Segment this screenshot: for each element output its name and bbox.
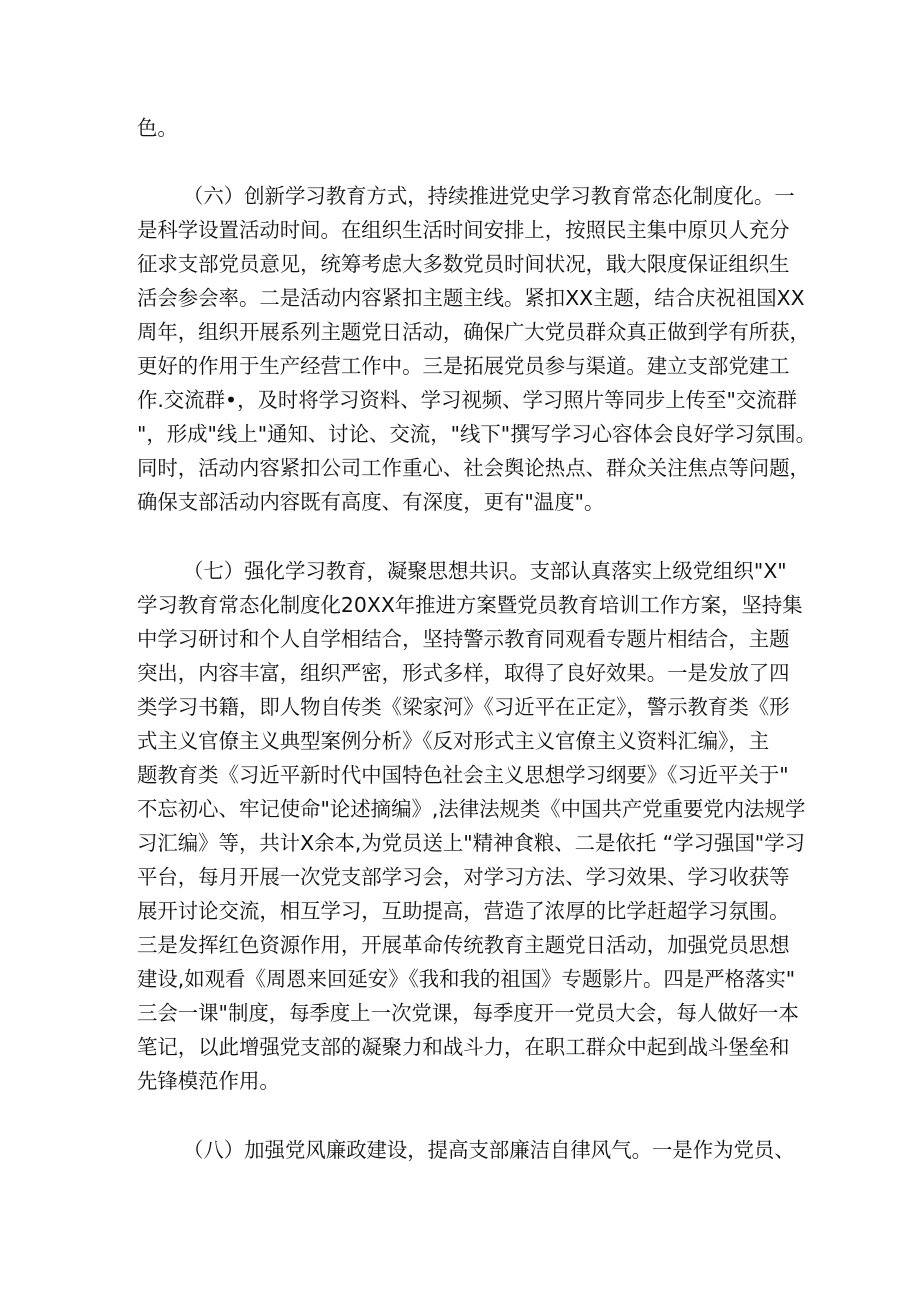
text-line: 学习教育常态化制度化20XX年推进方案暨党员教育培训工作方案，坚持集 (137, 593, 803, 617)
text-line: 周年，组织开展系列主题党日活动，确保广大党员群众真正做到学有所获， (137, 320, 810, 344)
paragraph-8-first-line: （八）加强党风廉政建设，提高支部廉洁自律风气。一是作为党员、 (183, 1138, 795, 1162)
text-line: 建设,如观看《周恩来回延安》《我和我的祖国》专题影片。四是严格落实" (137, 967, 796, 991)
paragraph-6-first-line: （六）创新学习教育方式，持续推进党史学习教育常态化制度化。一 (183, 184, 795, 208)
text-line: 笔记，以此增强党支部的凝聚力和战斗力，在职工群众中起到战斗堡垒和 (137, 1035, 790, 1059)
text-line: 类学习书籍，即人物自传类《梁家河》《习近平在正定》，警示教育类《形 (137, 695, 790, 719)
text-line: 展开讨论交流，相互学习，互助提高，营造了浓厚的比学赶超学习氛围。 (137, 899, 790, 923)
text-line: 色。 (137, 116, 178, 140)
text-line: 更好的作用于生产经营工作中。三是拓展党员参与渠道。建立支部党建工 (137, 354, 790, 378)
text-line: "，形成"线上"通知、讨论、交流，"线下"撰写学习心容体会良好学习氛围。 (137, 422, 817, 446)
text-line: 作.交流群•，及时将学习资料、学习视频、学习照片等同步上传至"交流群 (137, 388, 797, 412)
text-line: 确保支部活动内容既有高度、有深度，更有"温度"。 (137, 490, 605, 514)
text-line: 先锋模范作用。 (137, 1069, 280, 1093)
paragraph-7-first-line: （七）强化学习教育，凝聚思想共识。支部认真落实上级党组织"X" (183, 559, 787, 583)
text-line: 三会一课"制度，每季度上一次党课，每季度开一党员大会，每人做好一本 (137, 1001, 799, 1025)
text-line: 不忘初心、牢记使命"论述摘编》,法律法规类《中国共产党重要党内法规学 (137, 797, 806, 821)
text-line: 平台，每月开展一次党支部学习会，对学习方法、学习效果、学习收获等 (137, 865, 790, 889)
text-line: 习汇编》等，共计X余本,为党员送上"精神食粮、二是依托 “学习强国"学习 (137, 831, 805, 855)
text-line: 活会参会率。二是活动内容紧扣主题主线。紧扣XX主题，结合庆祝祖国XX (137, 286, 805, 310)
text-line: 三是发挥红色资源作用，开展革命传统教育主题党日活动，加强党员思想 (137, 933, 790, 957)
text-line: 题教育类《习近平新时代中国特色社会主义思想学习纲要》《习近平关于" (137, 763, 789, 787)
text-line: 是科学设置活动时间。在组织生活时间安排上，按照民主集中原贝人充分 (137, 218, 790, 242)
text-line: 同时，活动内容紧扣公司工作重心、社会舆论热点、群众关注焦点等问题， (137, 456, 810, 480)
text-line: 征求支部党员意见，统筹考虑大多数党员时间状况，戢大限度保证组织生 (137, 252, 790, 276)
text-line: 中学习研讨和个人自学相结合，坚持警示教育同观看专题片相结合，主题 (137, 627, 790, 651)
text-line: 式主义官僚主义典型案例分析》《反对形式主义官僚主义资料汇编》，主 (137, 729, 770, 753)
text-line: 突出，内容丰富，组织严密，形式多样，取得了良好效果。一是发放了四 (137, 661, 790, 685)
